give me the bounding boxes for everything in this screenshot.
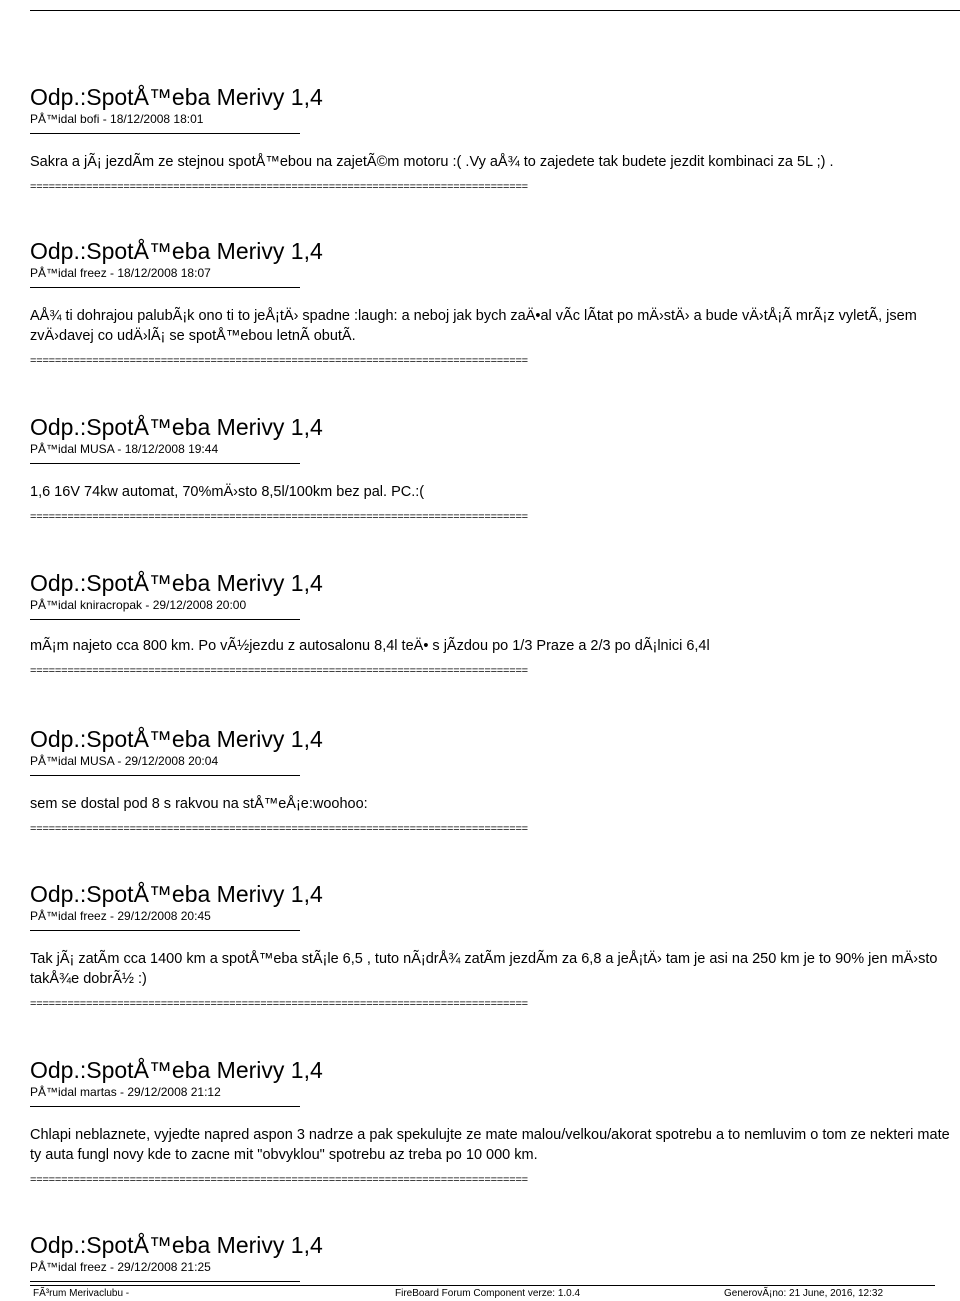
forum-post	[30, 414, 960, 523]
forum-post	[30, 726, 960, 835]
footer-component: FireBoard Forum Component verze: 1.0.4	[395, 1288, 581, 1299]
post-body: AÅ¾ ti dohrajou palubÃ¡k ono ti to jeÅ¡tÄ› spadne :laugh: a neboj jak bych zaÄ•al vÃc lÃtat po mÄ›stÄ› a bude vÄ›tÅ¡Ã mrÃ¡z vyletÃ, jsem zvÄ›davej co udÄ›lÃ¡ se spotÅ™ebou letnÃ obutÃ.	[30, 308, 917, 344]
meta-divider	[30, 775, 300, 776]
post-separator: ================================================================================	[30, 665, 528, 677]
forum-post	[30, 570, 960, 677]
meta-divider	[30, 1106, 300, 1107]
post-separator: ================================================================================	[30, 181, 528, 193]
post-meta: PÅ™idal MUSA - 18/12/2008 19:44	[30, 442, 219, 456]
post-title: Odp.:SpotÅ™eba Merivy 1,4	[30, 414, 323, 440]
post-body: sem se dostal pod 8 s rakvou na stÅ™eÅ¡e:woohoo:	[30, 796, 368, 812]
post-body: Sakra a jÃ¡ jezdÃm ze stejnou spotÅ™ebou na zajetÃ©m motoru :( .Vy aÅ¾ to zajedete tak budete jezdit kombinaci za 5L ;) .	[30, 154, 834, 170]
post-meta: PÅ™idal freez - 29/12/2008 21:25	[30, 1260, 211, 1274]
forum-post	[30, 238, 960, 367]
meta-divider	[30, 1281, 300, 1282]
post-title: Odp.:SpotÅ™eba Merivy 1,4	[30, 1232, 323, 1258]
footer-rule	[30, 1285, 935, 1286]
post-separator: ================================================================================	[30, 1174, 528, 1186]
post-meta: PÅ™idal martas - 29/12/2008 21:12	[30, 1085, 221, 1099]
post-separator: ================================================================================	[30, 511, 528, 523]
meta-divider	[30, 133, 300, 134]
forum-post	[30, 881, 960, 1010]
footer-generated: GenerovÃ¡no: 21 June, 2016, 12:32	[724, 1288, 884, 1299]
post-title: Odp.:SpotÅ™eba Merivy 1,4	[30, 726, 323, 752]
post-body: Tak jÃ¡ zatÃm cca 1400 km a spotÅ™eba stÃ¡le 6,5 , tuto nÃ¡drÅ¾ zatÃm jezdÃm za 6,8 a jeÅ¡tÄ› tam je asi na 250 km je to 90% jen mÄ›sto takÅ¾e dobrÃ½ :)	[30, 951, 938, 987]
post-separator: ================================================================================	[30, 823, 528, 835]
post-meta: PÅ™idal bofi - 18/12/2008 18:01	[30, 112, 204, 126]
post-title: Odp.:SpotÅ™eba Merivy 1,4	[30, 238, 323, 264]
meta-divider	[30, 619, 300, 620]
forum-post	[30, 1057, 960, 1186]
post-title: Odp.:SpotÅ™eba Merivy 1,4	[30, 881, 323, 907]
post-title: Odp.:SpotÅ™eba Merivy 1,4	[30, 1057, 323, 1083]
post-body: mÃ¡m najeto cca 800 km. Po vÃ½jezdu z autosalonu 8,4l teÄ• s jÃzdou po 1/3 Praze a 2/3 po dÃ¡lnici 6,4l	[30, 638, 710, 654]
post-meta: PÅ™idal kniracropak - 29/12/2008 20:00	[30, 598, 247, 612]
post-meta: PÅ™idal freez - 29/12/2008 20:45	[30, 909, 211, 923]
post-body: 1,6 16V 74kw automat, 70%mÄ›sto 8,5l/100km bez pal. PC.:(	[30, 484, 425, 500]
top-rule	[30, 10, 960, 11]
post-title: Odp.:SpotÅ™eba Merivy 1,4	[30, 570, 323, 596]
post-meta: PÅ™idal freez - 18/12/2008 18:07	[30, 266, 211, 280]
post-separator: ================================================================================	[30, 998, 528, 1010]
post-separator: ================================================================================	[30, 355, 528, 367]
meta-divider	[30, 930, 300, 931]
forum-post	[30, 1232, 960, 1282]
meta-divider	[30, 463, 300, 464]
post-body: Chlapi neblaznete, vyjedte napred aspon 3 nadrze a pak spekulujte ze mate malou/velkou/akorat spotrebu a to nemluvim o tom ze nekteri mate ty auta fungl novy kde to zacne mit "obvyklou" spotrebu az treba po 10 000 km.	[30, 1127, 950, 1163]
forum-post	[30, 84, 960, 193]
footer-site-name: FÃ³rum Merivaclubu -	[33, 1288, 130, 1299]
meta-divider	[30, 287, 300, 288]
post-title: Odp.:SpotÅ™eba Merivy 1,4	[30, 84, 323, 110]
post-meta: PÅ™idal MUSA - 29/12/2008 20:04	[30, 754, 219, 768]
